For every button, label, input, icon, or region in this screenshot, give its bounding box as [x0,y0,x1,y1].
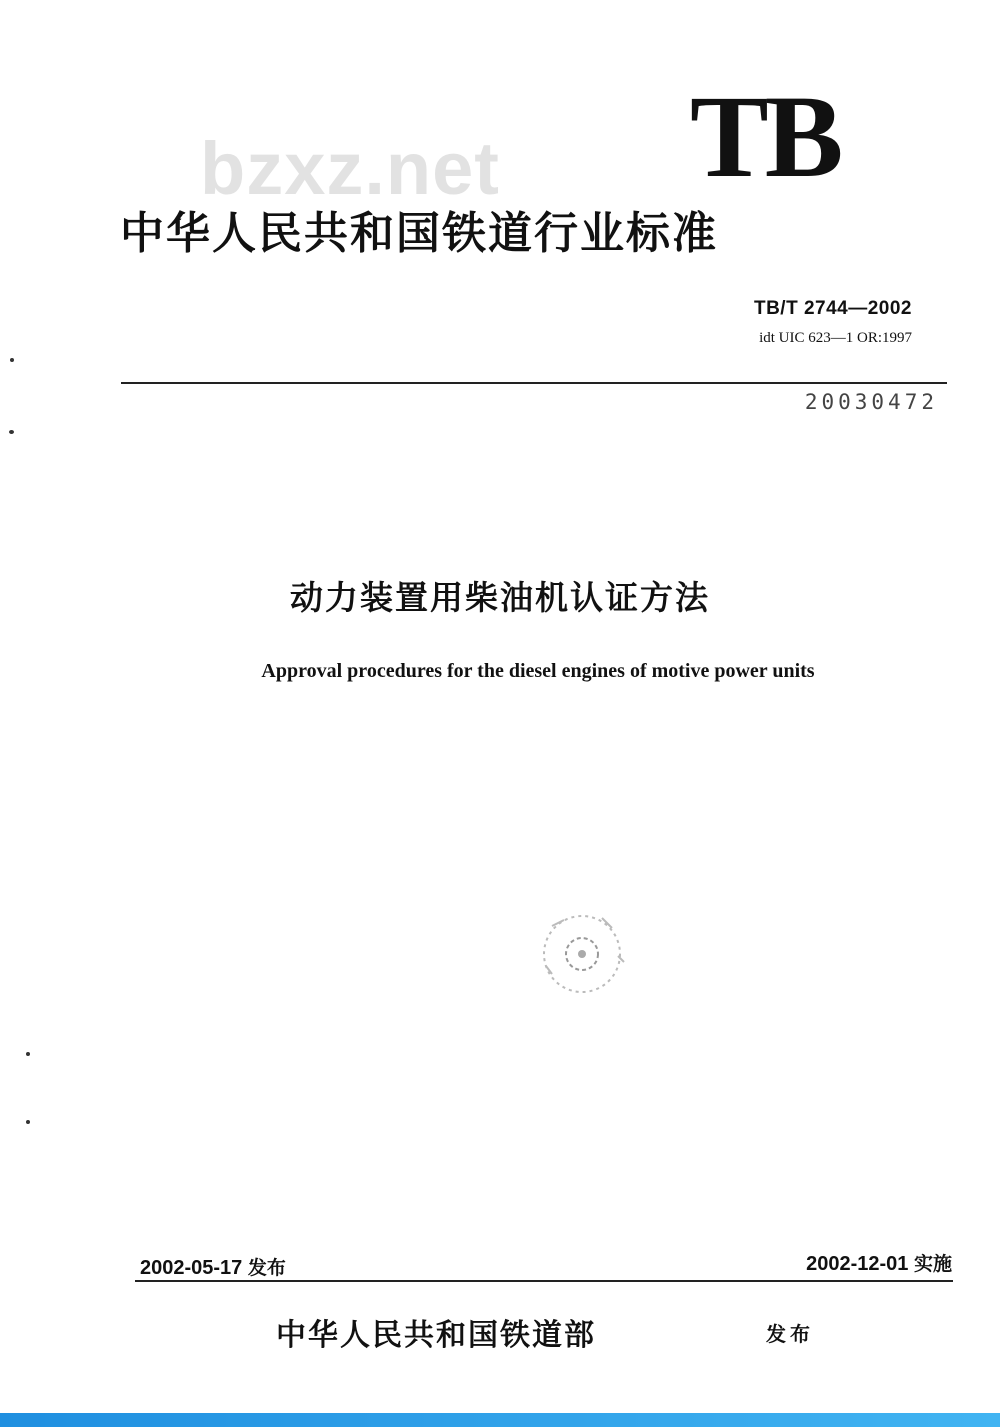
header-divider [121,382,947,384]
idt-reference: idt UIC 623—1 OR:1997 [759,330,912,346]
publisher-name: 中华人民共和国铁道部 [276,1318,596,1353]
effective-date-label: 实施 [913,1253,952,1275]
archive-number: 20030472 [804,390,938,414]
document-title-chinese: 动力装置用柴油机认证方法 [290,578,710,617]
standard-code: TB/T 2744—2002 [753,298,912,319]
publisher-label: 发布 [766,1322,814,1346]
watermark-text: bzxz.net [200,127,500,210]
org-title: 中华人民共和国铁道行业标准 [120,208,718,259]
scan-speck [10,358,14,362]
scan-speck [26,1120,30,1124]
issue-date-value: 2002-05-17 [140,1257,243,1279]
tb-logo: TB [690,71,840,202]
issue-date-label: 发布 [247,1257,286,1279]
bottom-bar [0,1413,1000,1427]
effective-date [806,1249,952,1276]
footer-divider [135,1280,953,1282]
scan-speck [26,1052,30,1056]
issue-date [140,1253,286,1280]
effective-date-value: 2002-12-01 [806,1253,909,1275]
faded-stamp-seal [532,906,632,1002]
document-title-english: Approval procedures for the diesel engines of motive power units [261,660,815,682]
scan-speck [9,430,14,434]
